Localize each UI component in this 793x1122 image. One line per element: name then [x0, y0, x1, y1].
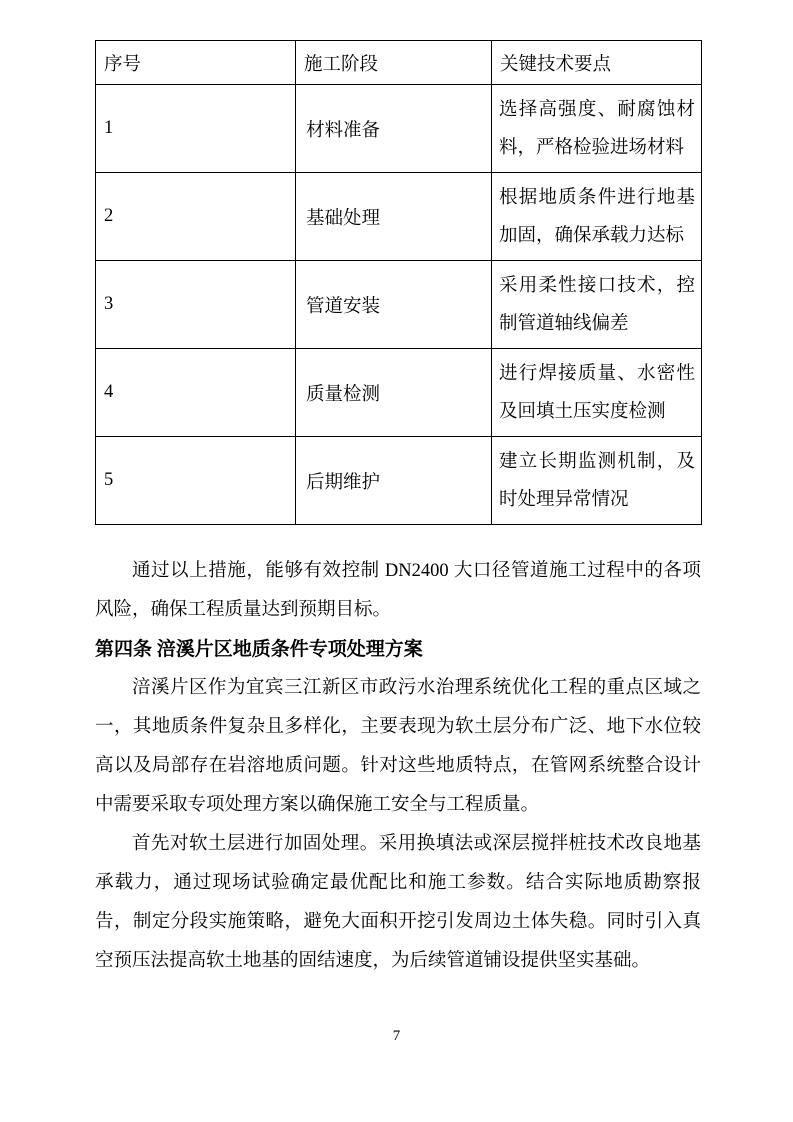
paragraph-summary: 通过以上措施，能够有效控制 DN2400 大口径管道施工过程中的各项风险，确保工程质量达到预期目标。 — [95, 561, 701, 620]
serial-number-cell: 2 — [96, 173, 296, 261]
serial-number-cell: 4 — [96, 349, 296, 437]
header-key-points: 关键技术要点 — [492, 41, 702, 85]
table-row — [96, 261, 702, 349]
serial-number-cell: 1 — [96, 85, 296, 173]
construction-stages-table — [95, 40, 702, 525]
document-body — [95, 552, 701, 981]
serial-number-cell: 5 — [96, 437, 296, 525]
section-heading: 第四条 涪溪片区地质条件专项处理方案 — [95, 639, 423, 660]
serial-number-cell: 3 — [96, 261, 296, 349]
key-points-cell: 进行焊接质量、水密性及回填土压实度检测 — [492, 349, 702, 437]
header-serial-number: 序号 — [96, 41, 296, 85]
table-row — [96, 437, 702, 525]
paragraph-soft-soil-treatment: 首先对软土层进行加固处理。采用换填法或深层搅拌桩技术改良地基承载力，通过现场试验确定最优配比和施工参数。结合实际地质勘察报告，制定分段实施策略，避免大面积开挖引发周边土体失稳。同时引入真空预压法提高软土地基的固结速度，为后续管道铺设提供坚实基础。 — [95, 834, 701, 971]
paragraph-geology-overview: 涪溪片区作为宜宾三江新区市政污水治理系统优化工程的重点区域之一，其地质条件复杂且多样化，主要表现为软土层分布广泛、地下水位较高以及局部存在岩溶地质问题。针对这些地质特点，在管网系统整合设计中需要采取专项处理方案以确保施工安全与工程质量。 — [95, 678, 701, 815]
table-row — [96, 349, 702, 437]
key-points-cell: 采用柔性接口技术，控制管道轴线偏差 — [492, 261, 702, 349]
stage-cell: 后期维护 — [296, 437, 492, 525]
stage-cell: 材料准备 — [296, 85, 492, 173]
page-number: 7 — [392, 1028, 401, 1044]
stage-cell: 质量检测 — [296, 349, 492, 437]
key-points-cell: 根据地质条件进行地基加固，确保承载力达标 — [492, 173, 702, 261]
stage-cell: 管道安装 — [296, 261, 492, 349]
key-points-cell: 选择高强度、耐腐蚀材料，严格检验进场材料 — [492, 85, 702, 173]
table-header-row — [96, 41, 702, 85]
table-row — [96, 173, 702, 261]
header-construction-stage: 施工阶段 — [296, 41, 492, 85]
table-row — [96, 85, 702, 173]
key-points-cell: 建立长期监测机制，及时处理异常情况 — [492, 437, 702, 525]
stage-cell: 基础处理 — [296, 173, 492, 261]
